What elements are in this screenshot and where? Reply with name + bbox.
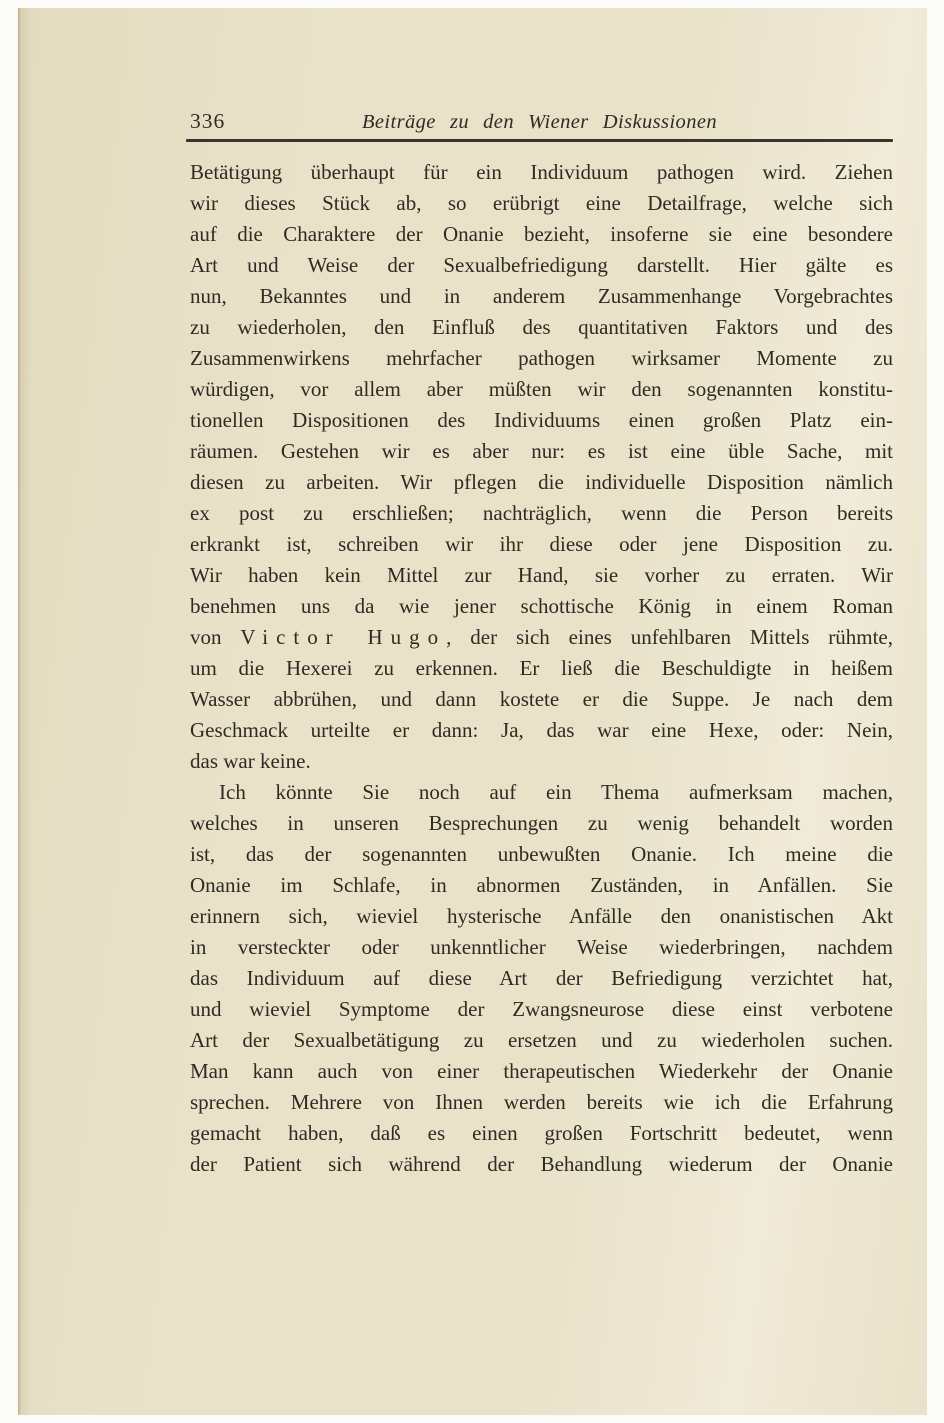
text-line: Art der Sexualbetätigung zu ersetzen und zu wiederholen suchen.	[190, 1028, 893, 1052]
text-line: würdigen, vor allem aber müßten wir den sogenannten konstitu-	[190, 377, 893, 401]
text-line: nun, Bekanntes und in anderem Zusammenhange Vorgebrachtes	[190, 284, 893, 308]
victor-hugo-name: Victor Hugo	[240, 625, 447, 649]
text-line: Onanie im Schlafe, in abnormen Zuständen, in Anfällen. Sie	[190, 873, 893, 897]
text-line: welches in unseren Besprechungen zu wenig behandelt worden	[190, 811, 893, 835]
text-line: erkrankt ist, schreiben wir ihr diese oder jene Disposition zu.	[190, 532, 893, 556]
text-line: räumen. Gestehen wir es aber nur: es ist eine üble Sache, mit	[190, 439, 893, 463]
text-line: Wir haben kein Mittel zur Hand, sie vorher zu erraten. Wir	[190, 563, 893, 587]
text-line: und wieviel Symptome der Zwangsneurose diese einst verbotene	[190, 997, 893, 1021]
text-line: der Patient sich während der Behandlung wiederum der Onanie	[190, 1152, 893, 1176]
text-line-victor-hugo	[190, 622, 893, 653]
text-line: gemacht haben, daß es einen großen Fortschritt bedeutet, wenn	[190, 1121, 893, 1145]
text-line: Wasser abbrühen, und dann kostete er die Suppe. Je nach dem	[190, 687, 893, 711]
header-rule-divider	[186, 139, 893, 142]
text-line: ist, das der sogenannten unbewußten Onanie. Ich meine die	[190, 842, 893, 866]
text-line: Geschmack urteilte er dann: Ja, das war eine Hexe, oder: Nein,	[190, 718, 893, 742]
text-line: Zusammenwirkens mehrfacher pathogen wirksamer Momente zu	[190, 346, 893, 370]
paper-page	[18, 8, 927, 1415]
text-line: das Individuum auf diese Art der Befriedigung verzichtet hat,	[190, 966, 893, 990]
text-line: zu wiederholen, den Einfluß des quantitativen Faktors und des	[190, 315, 893, 339]
text-line: in versteckter oder unkenntlicher Weise wiederbringen, nachdem	[190, 935, 893, 959]
text-segment: von	[190, 625, 222, 649]
page-header	[186, 104, 893, 136]
text-line: Man kann auch von einer therapeutischen Wiederkehr der Onanie	[190, 1059, 893, 1083]
text-line: Betätigung überhaupt für ein Individuum pathogen wird. Ziehen	[190, 160, 893, 184]
text-line-paragraph-end: das war keine.	[190, 749, 311, 773]
text-line: auf die Charaktere der Onanie bezieht, insoferne sie eine besondere	[190, 222, 893, 246]
text-line: Art und Weise der Sexualbefriedigung darstellt. Hier gälte es	[190, 253, 893, 277]
text-line: um die Hexerei zu erkennen. Er ließ die Beschuldigte in heißem	[190, 656, 893, 680]
text-line: wir dieses Stück ab, so erübrigt eine Detailfrage, welche sich	[190, 191, 893, 215]
text-line-paragraph-start: Ich könnte Sie noch auf ein Thema aufmerksam machen,	[219, 780, 893, 804]
text-line: tionellen Dispositionen des Individuums einen großen Platz ein-	[190, 408, 893, 432]
text-line: erinnern sich, wieviel hysterische Anfälle den onanistischen Akt	[190, 904, 893, 928]
page-number: 336	[190, 109, 226, 133]
text-line: diesen zu arbeiten. Wir pflegen die individuelle Disposition nämlich	[190, 470, 893, 494]
body-text	[190, 157, 893, 1180]
text-line: ex post zu erschließen; nachträglich, wenn die Person bereits	[190, 501, 893, 525]
text-segment: , der sich eines unfehlbaren Mittels rühmte,	[446, 625, 893, 649]
text-line: benehmen uns da wie jener schottische König in einem Roman	[190, 594, 893, 618]
text-line: sprechen. Mehrere von Ihnen werden bereits wie ich die Erfahrung	[190, 1090, 893, 1114]
running-title: Beiträge zu den Wiener Diskussionen	[361, 111, 718, 133]
